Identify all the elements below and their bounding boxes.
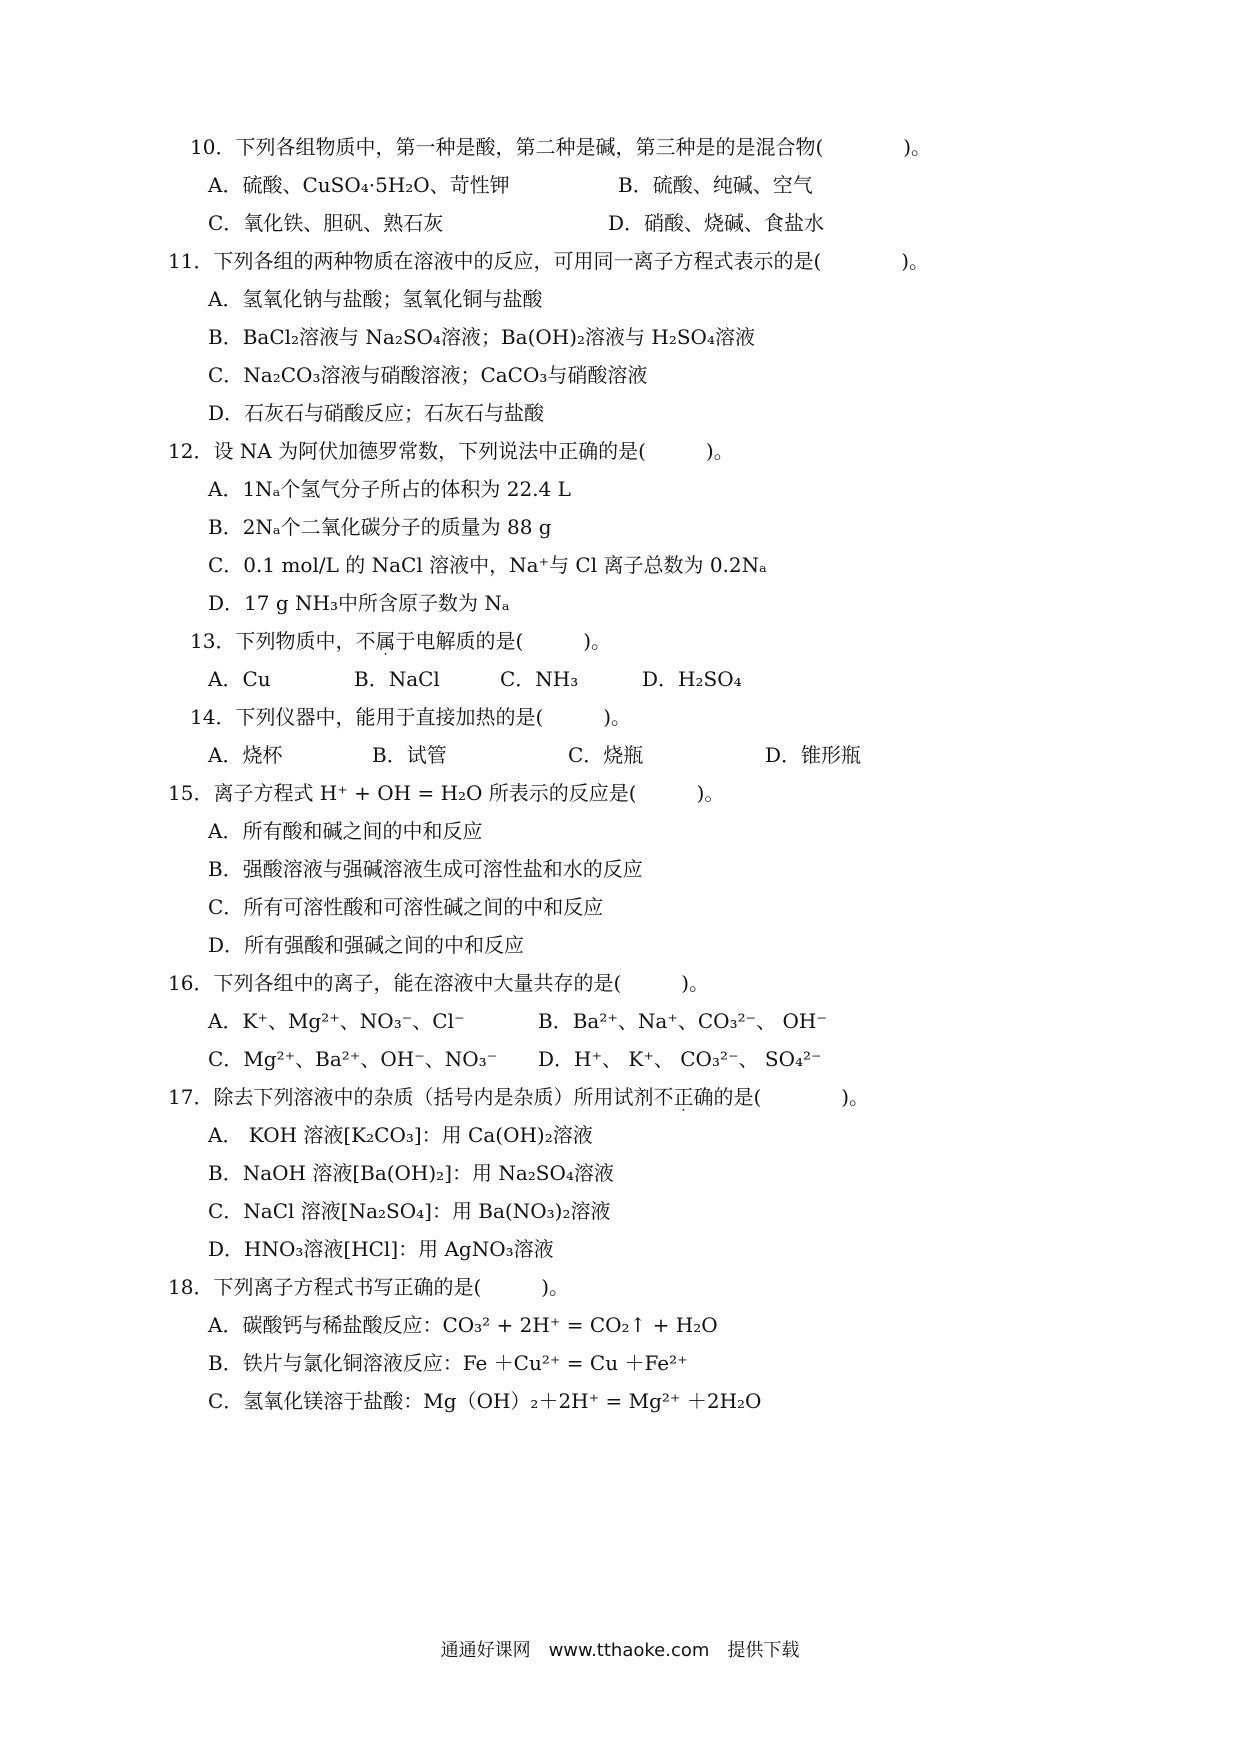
question-17-option-b: B．NaOH 溶液[Ba(OH)₂]：用 Na₂SO₄溶液 bbox=[208, 1161, 614, 1185]
question-17-stem-post: 的是( )。 bbox=[713, 1085, 870, 1109]
question-15-option-a: A．所有酸和碱之间的中和反应 bbox=[208, 819, 483, 843]
question-13-emphasis: 不属于 bbox=[355, 629, 416, 653]
question-16-option-c: C．Mg²⁺、Ba²⁺、OH⁻、NO₃⁻ bbox=[208, 1047, 498, 1071]
question-11-stem: 11．下列各组的两种物质在溶液中的反应，可用同一离子方程式表示的是( )。 bbox=[168, 249, 930, 273]
question-18-option-a: A．碳酸钙与稀盐酸反应：CO₃² + 2H⁺ = CO₂↑ + H₂O bbox=[208, 1313, 718, 1337]
question-18-stem: 18．下列离子方程式书写正确的是( )。 bbox=[168, 1275, 570, 1299]
question-16-option-b: B．Ba²⁺、Na⁺、CO₃²⁻、 OH⁻ bbox=[538, 1009, 827, 1033]
question-13-stem-post: 电解质的是( )。 bbox=[415, 629, 612, 653]
question-15-stem: 15．离子方程式 H⁺ + OH = H₂O 所表示的反应是( )。 bbox=[168, 781, 725, 805]
question-10-option-d: D．硝酸、烧碱、食盐水 bbox=[608, 211, 825, 235]
question-17-option-d: D．HNO₃溶液[HCl]：用 AgNO₃溶液 bbox=[208, 1237, 554, 1261]
question-13-stem bbox=[190, 629, 611, 653]
question-14-option-d: D．锥形瓶 bbox=[765, 743, 862, 767]
question-10-stem: 10．下列各组物质中，第一种是酸，第二种是碱，第三种是的是混合物( )。 bbox=[190, 135, 932, 159]
question-18-option-c: C．氢氧化镁溶于盐酸：Mg（OH）₂＋2H⁺ = Mg²⁺ ＋2H₂O bbox=[208, 1389, 762, 1413]
question-17-stem bbox=[168, 1085, 869, 1109]
question-12-option-a: A．1Nₐ个氢气分子所占的体积为 22.4 L bbox=[208, 477, 571, 501]
question-13-option-c: C．NH₃ bbox=[500, 667, 579, 691]
question-15-option-d: D．所有强酸和强碱之间的中和反应 bbox=[208, 933, 525, 957]
question-12-option-b: B．2Nₐ个二氧化碳分子的质量为 88 g bbox=[208, 515, 552, 539]
question-11-option-b: B．BaCl₂溶液与 Na₂SO₄溶液；Ba(OH)₂溶液与 H₂SO₄溶液 bbox=[208, 325, 755, 349]
question-17-option-a: A． KOH 溶液[K₂CO₃]：用 Ca(OH)₂溶液 bbox=[208, 1123, 593, 1147]
question-12-stem: 12．设 NA 为阿伏加德罗常数，下列说法中正确的是( )。 bbox=[168, 439, 734, 463]
question-17-emphasis: 不正确 bbox=[653, 1085, 714, 1109]
question-15-option-c: C．所有可溶性酸和可溶性碱之间的中和反应 bbox=[208, 895, 604, 919]
question-16-option-a: A．K⁺、Mg²⁺、NO₃⁻、Cl⁻ bbox=[208, 1009, 465, 1033]
question-14-stem: 14．下列仪器中，能用于直接加热的是( )。 bbox=[190, 705, 632, 729]
question-18-option-b: B．铁片与氯化铜溶液反应：Fe ＋Cu²⁺ = Cu ＋Fe²⁺ bbox=[208, 1351, 688, 1375]
question-13-stem-pre: 13．下列物质中， bbox=[190, 629, 356, 653]
question-10-option-c: C．氧化铁、胆矾、熟石灰 bbox=[208, 211, 444, 235]
question-15-option-b: B．强酸溶液与强碱溶液生成可溶性盐和水的反应 bbox=[208, 857, 643, 881]
question-10-option-b: B．硫酸、纯碱、空气 bbox=[618, 173, 813, 197]
question-13-option-d: D．H₂SO₄ bbox=[642, 667, 742, 691]
question-17-stem-pre: 17．除去下列溶液中的杂质（括号内是杂质）所用试剂 bbox=[168, 1085, 654, 1109]
question-14-option-b: B．试管 bbox=[372, 743, 447, 767]
question-16-option-d: D．H⁺、 K⁺、 CO₃²⁻、 SO₄²⁻ bbox=[538, 1047, 822, 1071]
question-16-stem: 16．下列各组中的离子，能在溶液中大量共存的是( )。 bbox=[168, 971, 710, 995]
question-14-option-a: A．烧杯 bbox=[208, 743, 283, 767]
question-12-option-c: C．0.1 mol/L 的 NaCl 溶液中，Na⁺与 Cl 离子总数为 0.2Nₐ bbox=[208, 553, 767, 577]
question-13-option-a: A．Cu bbox=[208, 667, 271, 691]
question-11-option-d: D．石灰石与硝酸反应；石灰石与盐酸 bbox=[208, 401, 545, 425]
question-13-option-b: B．NaCl bbox=[354, 667, 440, 691]
question-17-option-c: C．NaCl 溶液[Na₂SO₄]：用 Ba(NO₃)₂溶液 bbox=[208, 1199, 611, 1223]
question-11-option-a: A．氢氧化钠与盐酸；氢氧化铜与盐酸 bbox=[208, 287, 543, 311]
question-12-option-d: D．17 g NH₃中所含原子数为 Nₐ bbox=[208, 591, 510, 615]
question-10-option-a: A．硫酸、CuSO₄·5H₂O、苛性钾 bbox=[208, 173, 510, 197]
page-footer: 通通好课网 www.tthaoke.com 提供下载 bbox=[440, 1640, 800, 1661]
question-11-option-c: C．Na₂CO₃溶液与硝酸溶液；CaCO₃与硝酸溶液 bbox=[208, 363, 648, 387]
question-14-option-c: C．烧瓶 bbox=[568, 743, 644, 767]
